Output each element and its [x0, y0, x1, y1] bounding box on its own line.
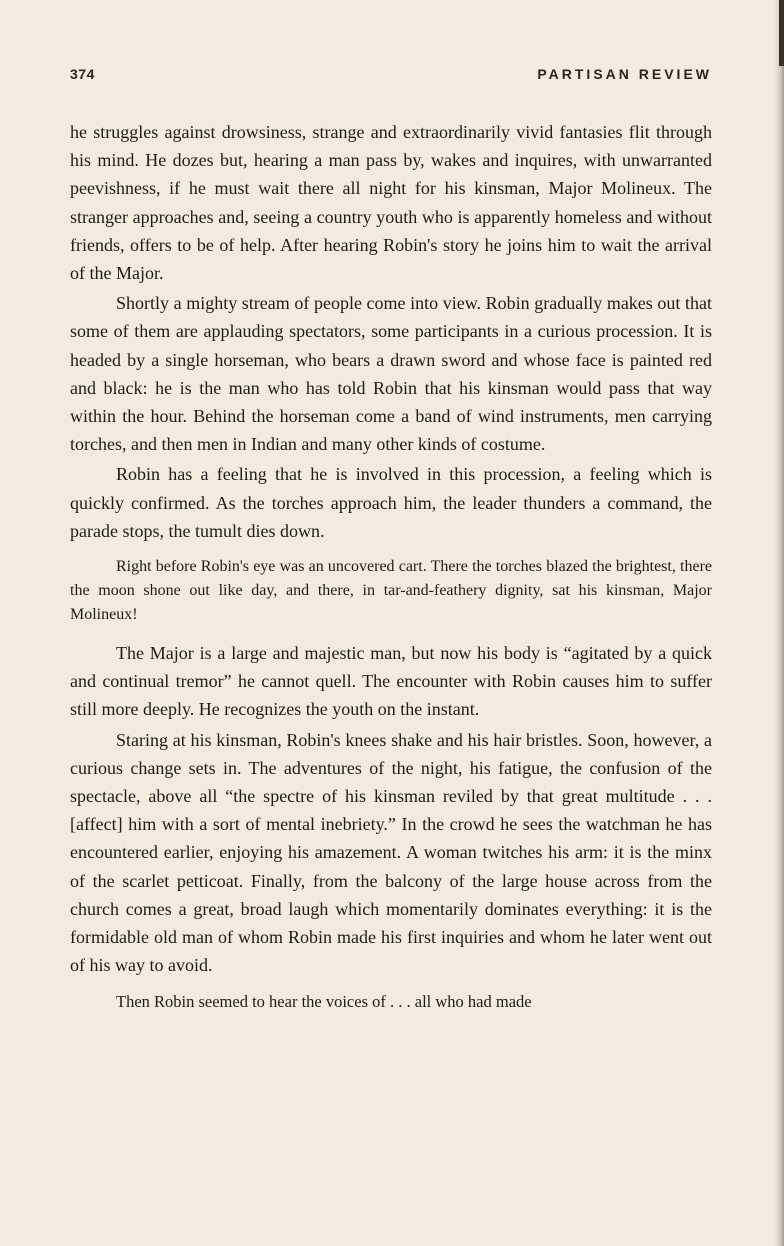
paragraph-1: he struggles against drowsiness, strange and extraordinarily vivid fantasies flit through his mind. He dozes but, hearing a man pass by, wakes and inquires, with unwarranted peevishness, if he must wait there all night for his kinsman, Major Molineux. The stranger approaches and, seeing a country youth who is apparently homeless and without friends, offers to be of help. After hearing Robin's story he joins him to wait the arrival of the Major.	[70, 122, 712, 284]
page-edge	[774, 0, 784, 1246]
paragraph-3: Robin has a feeling that he is involved in this procession, a feeling which is quickly confirmed. As the torches approach him, the leader thunders a command, the parade stops, the tumult dies down.	[70, 464, 712, 541]
block-quote-start: Then Robin seemed to hear the voices of . . . all who had made	[116, 992, 532, 1012]
paragraph-5: Staring at his kinsman, Robin's knees shake and his hair bristles. Soon, however, a curious change sets in. The adventures of the night, his fatigue, the confusion of the spectacle, above all “the spectre of his kinsman reviled by that great multitude . . . [affect] him with a sort of mental inebriety.” In the crowd he sees the watchman he has encountered earlier, enjoying his amazement. A woman twitches his arm: it is the minx of the scarlet petticoat. Finally, from the balcony of the large house across from the church comes a great, broad laugh which momentarily dominates everything: it is the formidable old man of whom Robin made his first inquiries and whom he later went out of his way to avoid.	[70, 729, 712, 976]
page-header	[70, 66, 712, 90]
running-head: PARTISAN REVIEW	[537, 66, 712, 82]
paragraph-4: The Major is a large and majestic man, but now his body is “agitated by a quick and continual tremor” he cannot quell. The encounter with Robin causes him to suffer still more deeply. He recognizes the youth on the instant.	[70, 643, 712, 720]
block-quote: Right before Robin's eye was an uncovered cart. There the torches blazed the brightest, there the moon shone out like day, and there, in tar-and-feathery dignity, sat his kinsman, Major Molineux!	[70, 558, 712, 624]
page-number: 374	[70, 66, 95, 82]
page-edge-mark	[779, 0, 784, 66]
paragraph-2: Shortly a mighty stream of people come into view. Robin gradually makes out that some of them are applauding spectators, some participants in a curious procession. It is headed by a single horseman, who bears a drawn sword and whose face is painted red and black: he is the man who has told Robin that his kinsman would pass that way within the hour. Behind the horseman come a band of wind instruments, men carrying torches, and then men in Indian and many other kinds of costume.	[70, 293, 712, 455]
